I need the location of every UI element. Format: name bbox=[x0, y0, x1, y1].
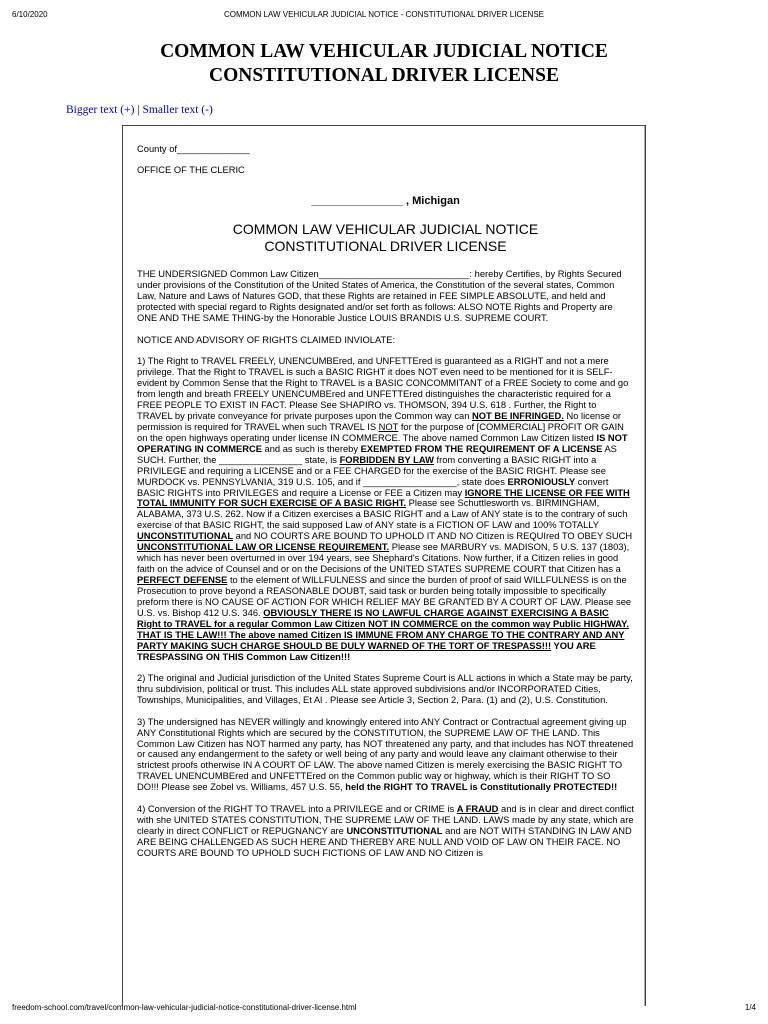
text-size-separator: | bbox=[134, 104, 143, 116]
print-header-title: COMMON LAW VEHICULAR JUDICIAL NOTICE - CONSTITUTIONAL DRIVER LICENSE bbox=[223, 10, 545, 19]
intro-paragraph: THE UNDERSIGNED Common Law Citizen_____________________________: hereby Certifies, by Rights Secured under provisions of the Constitution of the United States of America, the Constitution of the several states, Common Law, Nature and Laws of Natures GOD, that these Rights are retained in FEE SIMPLE ABSOLUTE, and held and protected with special regard to Rights designated and/or set forth as follows: ALSO NOTE Rights and Property are ONE AND THE SAME THING-by the Honorable Justice LOUIS BRANDIS U.S. SUPREME COURT. bbox=[137, 269, 622, 324]
paragraph-2: 2) The original and Judicial jurisdiction of the United States Supreme Court is ALL actions in which a State may be party, thru subdivision, political or trust. This includes ALL state approved subdivisions and/or INCORPORATED Cities, Townships, Municipalities, and Villages, Et Al . Please see Article 3, Section 2, Para. (1) and (2), U.S. Constitution. bbox=[137, 673, 633, 706]
p1-emphasis-1: NOT BE INFRINGED. bbox=[472, 410, 564, 421]
print-footer bbox=[12, 1003, 756, 1015]
p1-text-1: 1) The Right to TRAVEL FREELY, UNENCUMBEred, and UNFETTEred is guaranteed as a RIGHT and not a mere privilege. That the Right to TRAVEL is such a BASIC RIGHT it does NOT even need to be mentioned for it is SELF-evident by Common Sense that the Right to TRAVEL is a BASIC CONCOMMITANT of a FREE Society to come and go from length and breath FREELY UNENCUMBEred and UNFETTEred distinguishes the characteristic required for a FREE PEOPLE TO EXIST IN FACT. Please See SHAPIRO vs. THOMSON, 394 U.S. 618 . Further, the Right to TRAVEL by private conveyance for private purposes upon the Common way can bbox=[137, 356, 629, 421]
p4-emphasis-1: A FRAUD bbox=[456, 803, 499, 814]
p1-emphasis-3: IS NOT OPERATING IN COMMERCE bbox=[137, 432, 628, 454]
advisory-heading: NOTICE AND ADVISORY OF RIGHTS CLAIMED INVIOLATE: bbox=[137, 334, 396, 345]
notice-title bbox=[137, 221, 634, 255]
p1-text-8: Please see Schuttlesworth vs. BIRMINGHAM, ALABAMA, 373 U.S. 262. Now if a Citizen exercises a BASIC RIGHT and a Law of ANY state is to the contrary of such exercise of that BASIC RIGHT, the said supposed Law of ANY state is a FICTION OF LAW and 100% TOTALLY bbox=[137, 498, 628, 531]
p4-emphasis-2: UNCONSTITUTIONAL bbox=[346, 825, 443, 836]
p4-text-1: 4) Conversion of the RIGHT TO TRAVEL into a PRIVILEGE and or CRIME is bbox=[137, 803, 457, 814]
p1-emphasis-6: ERRONIOUSLY bbox=[507, 476, 576, 487]
notice-content bbox=[137, 144, 634, 869]
notice-title-line-2: CONSTITUTIONAL DRIVER LICENSE bbox=[264, 238, 507, 255]
p1-text-10: Please see MARBURY vs. MADISON, 5 U.S. 137 (1803), which has never been overturned in over 194 years, see Shephard's Citations. Now further, if a Citizen relies in good faith on the advice of Counsel and or on the Decisions of the UNITED STATES SUPREME COURT that Citizen has a bbox=[137, 542, 630, 575]
document-title-line-2: CONSTITUTIONAL DRIVER LICENSE bbox=[208, 65, 559, 86]
michigan-line: _______________ , Michigan bbox=[311, 195, 460, 208]
p1-emphasis-4: EXEMPTED FROM THE REQUIREMENT OF A LICENSE bbox=[360, 443, 603, 454]
county-line: County of______________ bbox=[137, 144, 250, 154]
p1-emphasis-8: UNCONSTITUTIONAL bbox=[137, 531, 234, 542]
p1-text-7: convert BASIC RIGHTS into PRIVILEGES and require a License or FEE a Citizen may bbox=[137, 476, 609, 498]
p1-text-6: from converting a BASIC RIGHT into a PRIVILEGE and requiring a LICENSE and or a FEE CHARGED for the exercise of the BASIC RIGHT. Please see MURDOCK vs. PENNSYLVANIA, 319 U.S. 105, and if __________________, state does bbox=[137, 454, 606, 487]
p1-text-3: for the purpose of [COMMERCIAL] PROFIT OR GAIN on the open highways operating under license IN COMMERCE. The above named Common Law Citizen listed bbox=[137, 421, 624, 443]
p1-emphasis-11: OBVIOUSLY THERE IS NO LAWFUL CHARGE AGAINST EXERCISING A BASIC Right to TRAVEL for a regular Common Law Citizen NOT IN COMMERCE on the common way Public HIGHWAY. THAT IS THE LAW!!! The above named Citizen IS IMMUNE FROM ANY CHARGE TO THE CONTRARY AND ANY PARTY MAKING SUCH CHARGE SHOULD BE DULY WARNED OF THE TORT OF TRESPASS!!! bbox=[137, 608, 629, 651]
document-title bbox=[0, 40, 768, 88]
p1-emphasis-7: IGNORE THE LICENSE OR FEE WITH TOTAL IMMUNITY FOR SUCH EXERCISE OF A BASIC RIGHT. bbox=[137, 487, 630, 509]
p1-emphasis-10: PERFECT DEFENSE bbox=[137, 575, 228, 586]
document-title-line-1: COMMON LAW VEHICULAR JUDICIAL NOTICE bbox=[160, 41, 608, 62]
text-size-controls bbox=[66, 104, 213, 116]
p3-text-1: 3) The undersigned has NEVER willingly and knowingly entered into ANY Contract or Contractual agreement giving up ANY Constitutional Rights which are secured by the CONSTITUTION, the SUPREME LAW OF THE LAND. This Common Law Citizen has NOT harmed any party, has NOT threatened any party, and that includes has NOT threatened or caused any endangerment to the safety or well being of any party and would leave any claimant otherwise to their strictest proofs otherwise IN A COURT OF LAW. The above named Citizen is merely exercising the BASIC RIGHT TO TRAVEL UNENCUMBEred and UNFETTEred on the Common public way or highway, which is their RIGHT TO SO DO!!! Please see Zobel vs. Williams, 457 U.S. 55, bbox=[137, 716, 634, 793]
p1-text-9: and NO COURTS ARE BOUND TO UPHOLD IT AND NO Citizen is REQUIred TO OBEY SUCH bbox=[233, 531, 633, 542]
bigger-text-link[interactable]: Bigger text (+) bbox=[66, 104, 135, 116]
p4-text-3: and are NOT WITH STANDING IN LAW AND ARE BEING CHALLENGED AS SUCH HERE AND THEREBY ARE NULL AND VOID OF LAW ON THEIR FACE. NO COURTS ARE BOUND TO UPHOLD SUCH FICTIONS OF LAW AND NO Citizen is bbox=[137, 825, 632, 858]
p1-emphasis-9: UNCONSTITUTIONAL LAW OR LICENSE REQUIREMENT. bbox=[137, 542, 390, 553]
print-footer-url: freedom-school.com/travel/common-law-vehicular-judicial-notice-constitutional-driver-license.html bbox=[12, 1003, 357, 1012]
print-page-number: 1/4 bbox=[744, 1003, 756, 1012]
p1-emphasis-12: YOU ARE TRESPASSING ON THIS Common Law Citizen!!! bbox=[137, 640, 596, 662]
p1-emphasis-5: FORBIDDEN BY LAW bbox=[339, 454, 434, 465]
p1-text-11: to the element of WILLFULNESS and since the burden of proof of said WILLFULNESS is on the Prosecution to prove beyond a REASONABLE DOUBT, said task or burden being totally impossible to specifically preform there is NO CAUSE OF ACTION FOR WHICH RELIEF MAY BE GRANTED BY A COURT OF LAW. Please see U.S. vs. Bishop 412 U.S. 346. bbox=[137, 575, 632, 618]
paragraph-3 bbox=[137, 717, 634, 794]
p1-text-4: and as such is thereby bbox=[261, 443, 361, 454]
notice-title-line-1: COMMON LAW VEHICULAR JUDICIAL NOTICE bbox=[232, 221, 539, 238]
office-line: OFFICE OF THE CLERIC bbox=[137, 165, 245, 176]
p1-text-5: AS SUCH. Further, the ________________ state, is bbox=[137, 443, 617, 465]
p1-text-2: No license or permission is required for TRAVEL when such TRAVEL IS bbox=[137, 410, 622, 432]
print-header bbox=[12, 10, 756, 22]
smaller-text-link[interactable]: Smaller text (-) bbox=[142, 104, 213, 116]
paragraph-1 bbox=[137, 356, 634, 663]
p3-emphasis-1: held the RIGHT TO TRAVEL is Constitutionally PROTECTED!! bbox=[345, 782, 618, 793]
p1-emphasis-2: NOT bbox=[378, 421, 399, 432]
p4-text-2: and is in clear and direct conflict with she UNITED STATES CONSTITUTION, THE SUPREME LAW OF THE LAND. LAWS made by any state, which are clearly in direct CONFLICT or REPUGNANCY are bbox=[137, 803, 634, 836]
paragraph-4 bbox=[137, 804, 634, 859]
print-date: 6/10/2020 bbox=[12, 10, 48, 19]
